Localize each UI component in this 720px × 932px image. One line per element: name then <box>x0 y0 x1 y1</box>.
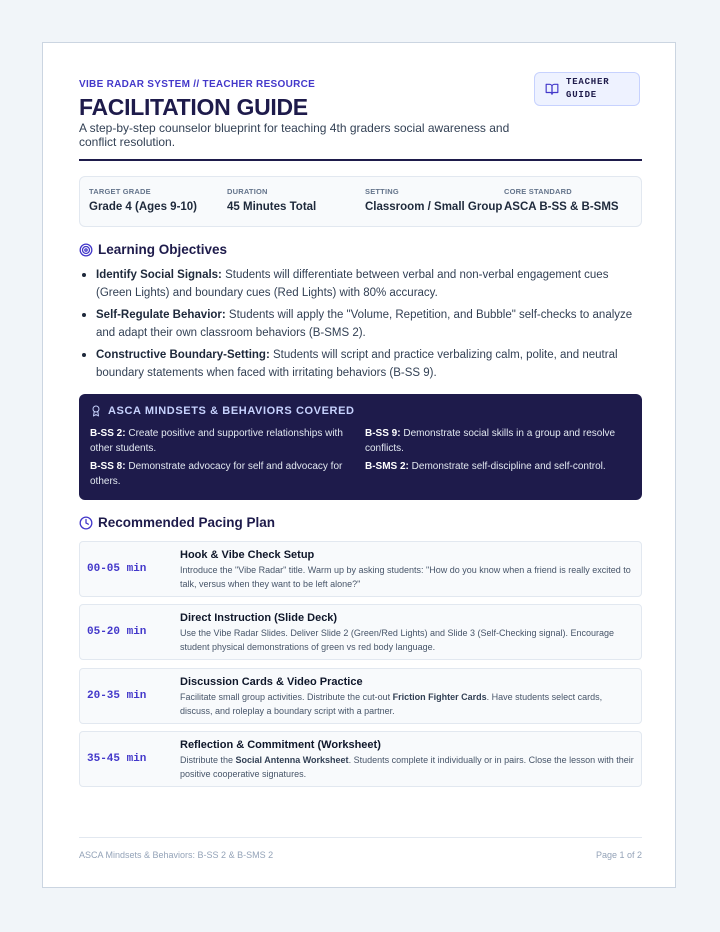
pacing-title: Direct Instruction (Slide Deck) <box>180 612 338 624</box>
meta-value: ASCA B-SS & B-SMS <box>504 201 619 213</box>
pacing-row <box>79 731 642 787</box>
pacing-description <box>180 564 635 591</box>
meta-label: TARGET GRADE <box>89 187 151 196</box>
book-open-icon <box>545 82 559 96</box>
meta-value: Classroom / Small Group <box>365 201 503 213</box>
objectives-heading <box>79 242 227 257</box>
badge-label: TEACHER GUIDE <box>566 77 610 100</box>
teacher-guide-badge <box>534 72 640 106</box>
meta-value: 45 Minutes Total <box>227 201 317 213</box>
pacing-heading <box>79 515 275 530</box>
asca-text: Demonstrate social skills in a group and resolve conflicts. <box>365 428 616 454</box>
page-subtitle: A step-by-step counselor blueprint for teaching 4th graders social awareness and conflict resolution. <box>79 121 510 149</box>
meta-value: Grade 4 (Ages 9-10) <box>89 201 198 213</box>
asca-text: Demonstrate advocacy for self and advocacy for others. <box>90 461 343 487</box>
pacing-title: Reflection & Commitment (Worksheet) <box>180 739 381 751</box>
desc-text: Use the Vibe Radar Slides. Deliver Slide 2 (Green/Red Lights) and Slide 3 (Self-Checking signal). Encourage student physical demonstrations of green vs red body language. <box>180 628 615 652</box>
pacing-time: 35-45 min <box>87 753 147 765</box>
section-title: Learning Objectives <box>98 242 228 257</box>
desc-text: Introduce the "Vibe Radar" title. Warm up by asking students: "How do you know when a friend is really excited to talk, versus when they want to be left alone?" <box>180 565 631 589</box>
objective-text: Students will script and practice verbalizing calm, polite, and neutral boundary statements when faced with irritating behaviors (B-SS 9). <box>96 349 618 379</box>
asca-item <box>365 427 631 456</box>
section-title: Recommended Pacing Plan <box>98 515 276 530</box>
page-number: Page 1 of 2 <box>595 850 642 860</box>
objective-lead: Self-Regulate Behavior: <box>96 309 226 321</box>
asca-heading <box>90 405 355 417</box>
meta-label: CORE STANDARD <box>504 187 572 196</box>
asca-item <box>365 460 631 475</box>
asca-item <box>90 460 356 489</box>
desc-emphasis: Social Antenna Worksheet <box>235 755 349 765</box>
list-item <box>79 306 642 342</box>
pacing-time: 20-35 min <box>87 690 147 702</box>
asca-text: Create positive and supportive relationships with other students. <box>90 428 343 454</box>
desc-text: . Have students select cards, discuss, and roleplay a boundary script with a partner. <box>180 692 603 716</box>
meta-label: SETTING <box>365 187 399 196</box>
objective-text: Students will apply the "Volume, Repetition, and Bubble" self-checks to analyze and adapt their own classroom behaviors (B-SMS 2). <box>96 309 633 339</box>
pacing-time: 00-05 min <box>87 563 147 575</box>
pacing-description <box>180 691 635 718</box>
asca-code: B-SMS 2: <box>365 461 409 472</box>
meta-label: DURATION <box>227 187 268 196</box>
desc-text: . Students complete it individually or in pairs. Close the lesson with their positive cooperative signatures. <box>180 755 634 779</box>
asca-code: B-SS 2: <box>90 428 126 439</box>
clock-icon <box>79 516 93 530</box>
desc-text: Facilitate small group activities. Distribute the cut-out <box>180 692 393 702</box>
pacing-row <box>79 604 642 660</box>
target-icon <box>79 243 93 257</box>
pacing-description <box>180 754 635 781</box>
title-divider <box>79 159 642 161</box>
asca-standards-panel <box>79 394 642 500</box>
list-item <box>79 266 642 302</box>
pacing-row <box>79 668 642 724</box>
award-icon <box>90 405 102 417</box>
desc-text: Distribute the <box>180 755 236 765</box>
document-page <box>42 42 676 888</box>
objective-text: Students will differentiate between verbal and non-verbal engagement cues (Green Lights) and boundary cues (Red Lights) with 80% accuracy. <box>96 269 609 299</box>
asca-heading-text: ASCA MINDSETS & BEHAVIORS COVERED <box>108 405 355 417</box>
objectives-list <box>79 266 642 386</box>
pacing-title: Discussion Cards & Video Practice <box>180 676 363 688</box>
pacing-time: 05-20 min <box>87 626 147 638</box>
pacing-row <box>79 541 642 597</box>
asca-text: Demonstrate self-discipline and self-control. <box>408 461 606 472</box>
lesson-meta-panel <box>79 176 642 227</box>
asca-code: B-SS 8: <box>90 461 126 472</box>
objective-lead: Identify Social Signals: <box>96 269 222 281</box>
footer-divider <box>79 837 642 838</box>
pacing-title: Hook & Vibe Check Setup <box>180 549 315 561</box>
list-item <box>79 346 642 382</box>
objective-lead: Constructive Boundary-Setting: <box>96 349 270 361</box>
desc-emphasis: Friction Fighter Cards <box>392 692 487 702</box>
page-title: FACILITATION GUIDE <box>79 94 308 120</box>
asca-item <box>90 427 356 456</box>
pacing-description <box>180 627 635 654</box>
asca-code: B-SS 9: <box>365 428 401 439</box>
eyebrow-label: VIBE RADAR SYSTEM // TEACHER RESOURCE <box>79 79 316 90</box>
footer-standards: ASCA Mindsets & Behaviors: B-SS 2 & B-SMS 2 <box>79 850 274 860</box>
